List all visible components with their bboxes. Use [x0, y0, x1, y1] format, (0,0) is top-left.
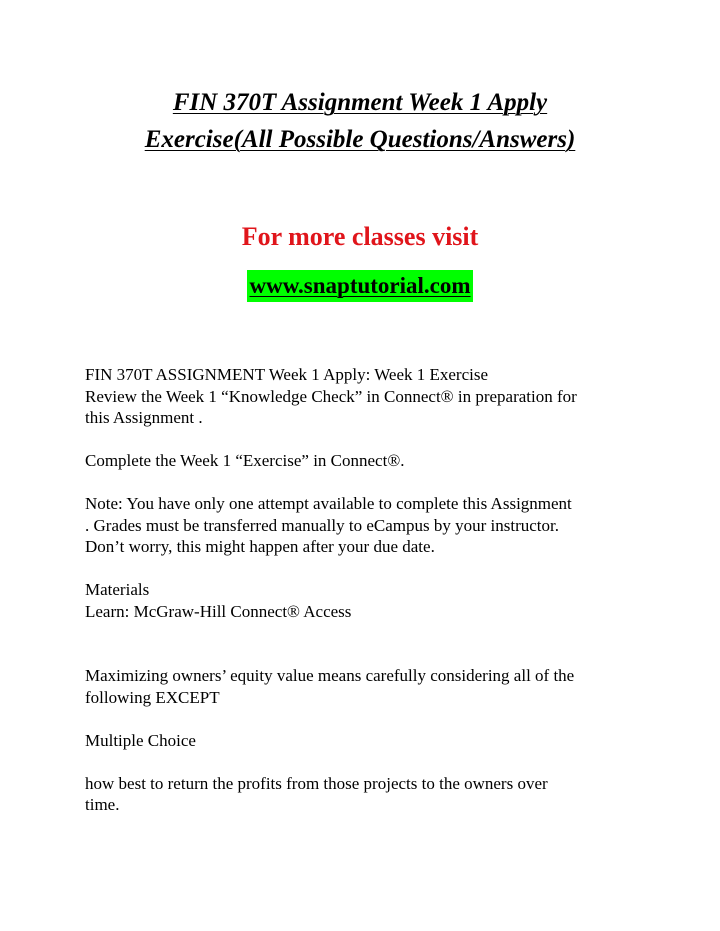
question-line-1: Maximizing owners’ equity value means carefully considering all of the: [85, 666, 575, 685]
spacer: [85, 429, 655, 451]
note-line-1: Note: You have only one attempt available to complete this Assignment: [85, 494, 572, 513]
document-body: [85, 364, 655, 816]
review-line-1: Review the Week 1 “Knowledge Check” in Connect® in preparation for: [85, 386, 577, 406]
note-line-3: Don’t worry, this might happen after your due date.: [85, 537, 435, 556]
document-title: [0, 84, 720, 158]
spacer: [85, 472, 655, 494]
materials-label: Materials: [85, 580, 150, 599]
title-line-2: Exercise(All Possible Questions/Answers): [144, 126, 576, 153]
assignment-heading: FIN 370T ASSIGNMENT Week 1 Apply: Week 1 Exercise: [85, 365, 489, 384]
promo-link[interactable]: www.snaptutorial.com: [247, 270, 472, 302]
spacer: [85, 558, 655, 580]
title-line-1: FIN 370T Assignment Week 1 Apply: [172, 89, 548, 116]
note-line-2: . Grades must be transferred manually to eCampus by your instructor.: [85, 515, 559, 535]
answer-line-1: how best to return the profits from those projects to the owners over: [85, 773, 548, 793]
question-type: Multiple Choice: [85, 730, 196, 750]
review-line-2: this Assignment .: [85, 408, 203, 427]
complete-instruction: Complete the Week 1 “Exercise” in Connect®.: [85, 451, 405, 470]
materials-item: Learn: McGraw-Hill Connect® Access: [85, 601, 352, 621]
answer-line-2: time.: [85, 795, 120, 814]
spacer: [85, 622, 655, 665]
promo-link-wrapper: [0, 270, 720, 302]
question-line-2: following EXCEPT: [85, 687, 220, 707]
spacer: [85, 751, 655, 773]
promo-text: For more classes visit: [241, 222, 479, 251]
spacer: [85, 708, 655, 730]
